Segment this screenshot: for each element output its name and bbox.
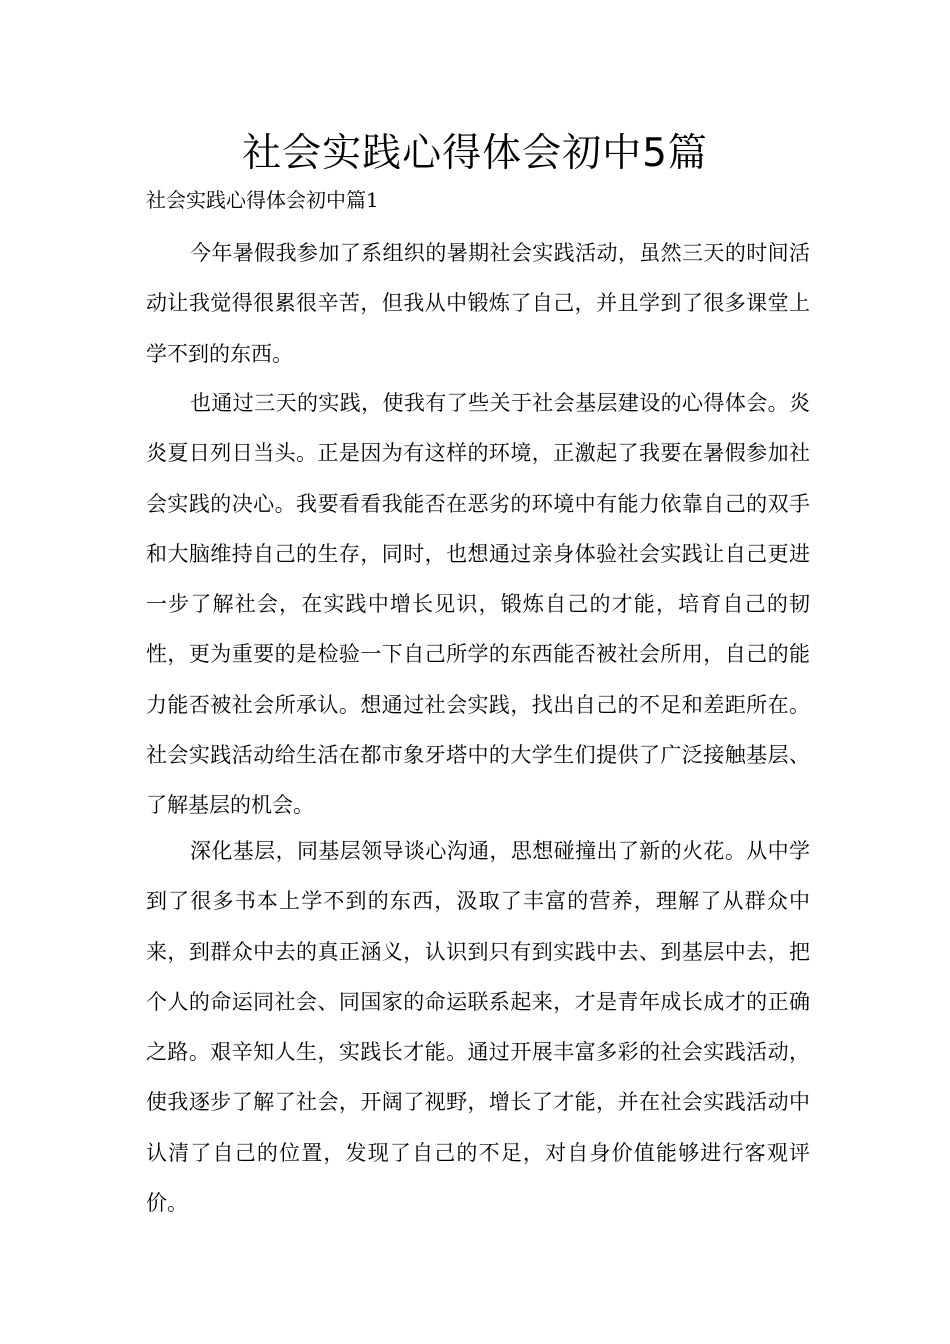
section-heading: 社会实践心得体会初中篇1 bbox=[146, 188, 379, 212]
document-title: 社会实践心得体会初中5篇 bbox=[242, 131, 708, 176]
paragraph-1: 今年暑假我参加了系组织的暑期社会实践活动，虽然三天的时间活动让我觉得很累很辛苦，但我从中锻炼了自己，并且学到了很多课堂上学不到的东西。 bbox=[146, 241, 810, 366]
paragraph-2: 也通过三天的实践，使我有了些关于社会基层建设的心得体会。炎炎夏日列日当头。正是因为有这样的环境，正激起了我要在暑假参加社会实践的决心。我要看看我能否在恶劣的环境中有能力依靠自己的双手和大脑维持自己的生存，同时，也想通过亲身体验社会实践让自己更进一步了解社会，在实践中增长见识，锻炼自己的才能，培育自己的韧性，更为重要的是检验一下自己所学的东西能否被社会所用，自己的能力能否被社会所承认。想通过社会实践，找出自己的不足和差距所在。社会实践活动给生活在都市象牙塔中的大学生们提供了广泛接触基层、了解基层的机会。 bbox=[146, 391, 810, 818]
paragraph-3: 深化基层，同基层领导谈心沟通，思想碰撞出了新的火花。从中学到了很多书本上学不到的东西，汲取了丰富的营养，理解了从群众中来，到群众中去的真正涵义，认识到只有到实践中去、到基层中去，把个人的命运同社会、同国家的命运联系起来，才是青年成长成才的正确之路。艰辛知人生，实践长才能。通过开展丰富多彩的社会实践活动，使我逐步了解了社会，开阔了视野，增长了才能，并在社会实践活动中认清了自己的位置，发现了自己的不足，对自身价值能够进行客观评价。 bbox=[146, 839, 810, 1216]
